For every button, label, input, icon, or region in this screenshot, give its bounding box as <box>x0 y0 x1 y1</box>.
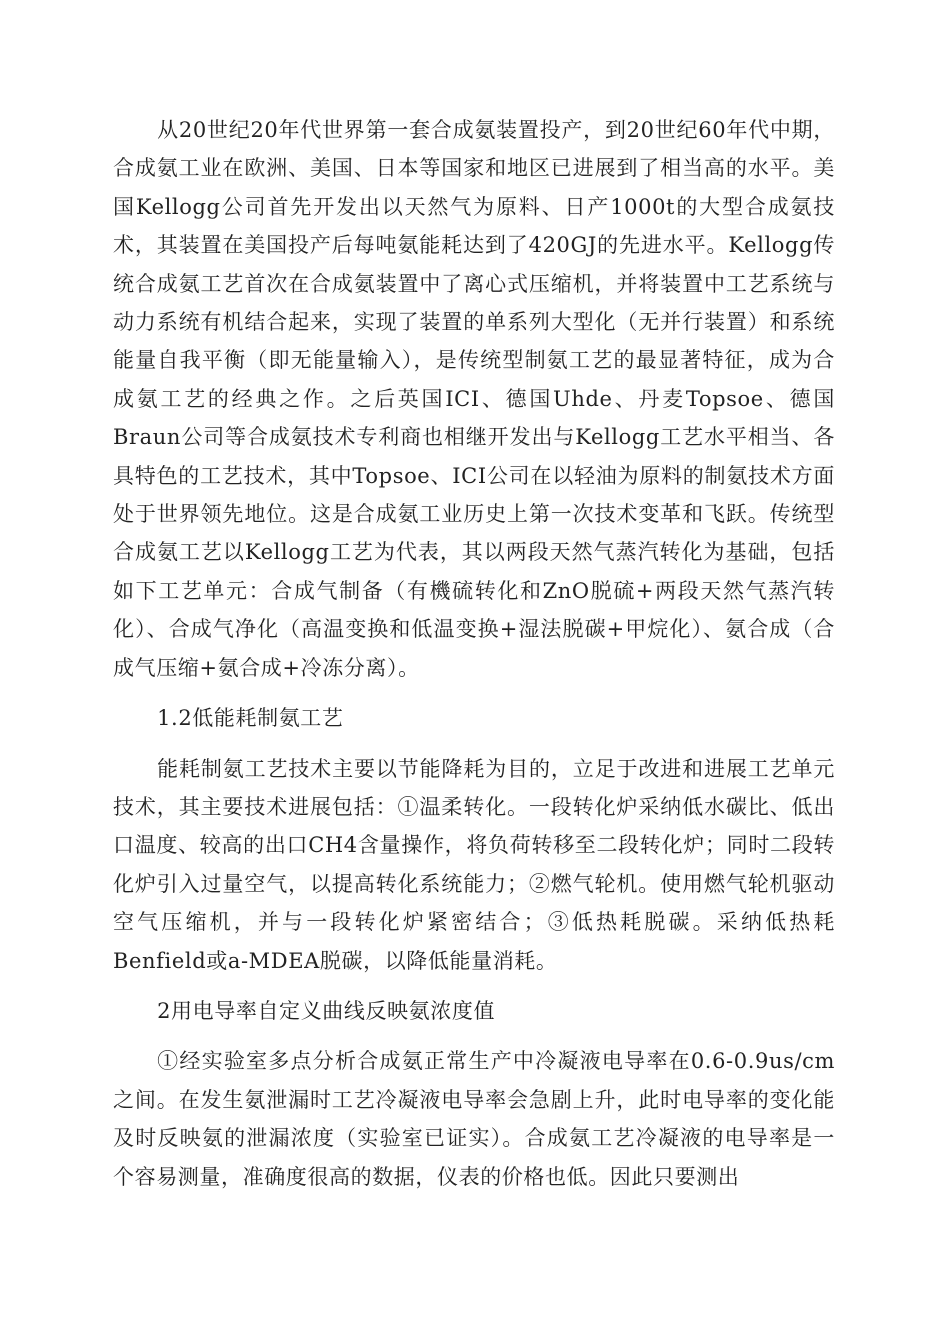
paragraph-low-energy-process: 能耗制氨工艺技术主要以节能降耗为目的，立足于改进和进展工艺单元技术，其主要技术进展包括：①温柔转化。一段转化炉采纳低水碳比、低出口温度、较高的出口CH4含量操作，将负荷转移至二段转化炉；同时二段转化炉引入过量空气，以提高转化系统能力；②燃气轮机。使用燃气轮机驱动空气压缩机，并与一段转化炉紧密结合；③低热耗脱碳。采纳低热耗Benfield或a-MDEA脱碳，以降低能量消耗。 <box>113 756 835 973</box>
paragraph-spacer <box>113 980 835 992</box>
section-heading-low-energy-ammonia: 1.2低能耗制氨工艺 <box>157 706 344 731</box>
paragraph-spacer <box>113 738 835 750</box>
paragraph-spacer <box>113 687 835 699</box>
paragraph-conductivity-analysis: ①经实验室多点分析合成氨正常生产中冷凝液电导率在0.6-0.9us/cm之间。在发生氨泄漏时工艺冷凝液电导率会急剧上升，此时电导率的变化能及时反映氨的泄漏浓度（实验室已证实）。合成氨工艺冷凝液的电导率是一个容易测量，准确度很高的数据，仪表的价格也低。因此只要测出 <box>113 1049 835 1189</box>
paragraph-ammonia-history: 从20世纪20年代世界第一套合成氨装置投产，到20世纪60年代中期，合成氨工业在欧洲、美国、日本等国家和地区已进展到了相当高的水平。美国Kellogg公司首先开发出以天然气为原料、日产1000t的大型合成氨技术，其装置在美国投产后每吨氨能耗达到了420GJ的先进水平。Kellogg传统合成氨工艺首次在合成氨装置中了离心式压缩机，并将装置中工艺系统与动力系统有机结合起来，实现了装置的单系列大型化（无并行装置）和系统能量自我平衡（即无能量输入），是传统型制氨工艺的最显著特征，成为合成氨工艺的经典之作。之后英国ICI、德国Uhde、丹麦Topsoe、德国Braun公司等合成氨技术专利商也相继开发出与Kellogg工艺水平相当、各具特色的工艺技术，其中Topsoe、ICI公司在以轻油为原料的制氨技术方面处于世界领先地位。这是合成氨工业历史上第一次技术变革和飞跃。传统型合成氨工艺以Kellogg工艺为代表，其以两段天然气蒸汽转化为基础，包括如下工艺单元：合成气制备（有機硫转化和ZnO脱硫+两段天然气蒸汽转化）、合成气净化（高温变换和低温变换+湿法脱碳+甲烷化）、氨合成（合成气压缩+氨合成+冷冻分离）。 <box>113 118 835 680</box>
section-heading-conductivity-curve: 2用电导率自定义曲线反映氨浓度值 <box>157 998 496 1023</box>
document-body <box>113 111 835 1196</box>
paragraph-spacer <box>113 1030 835 1042</box>
